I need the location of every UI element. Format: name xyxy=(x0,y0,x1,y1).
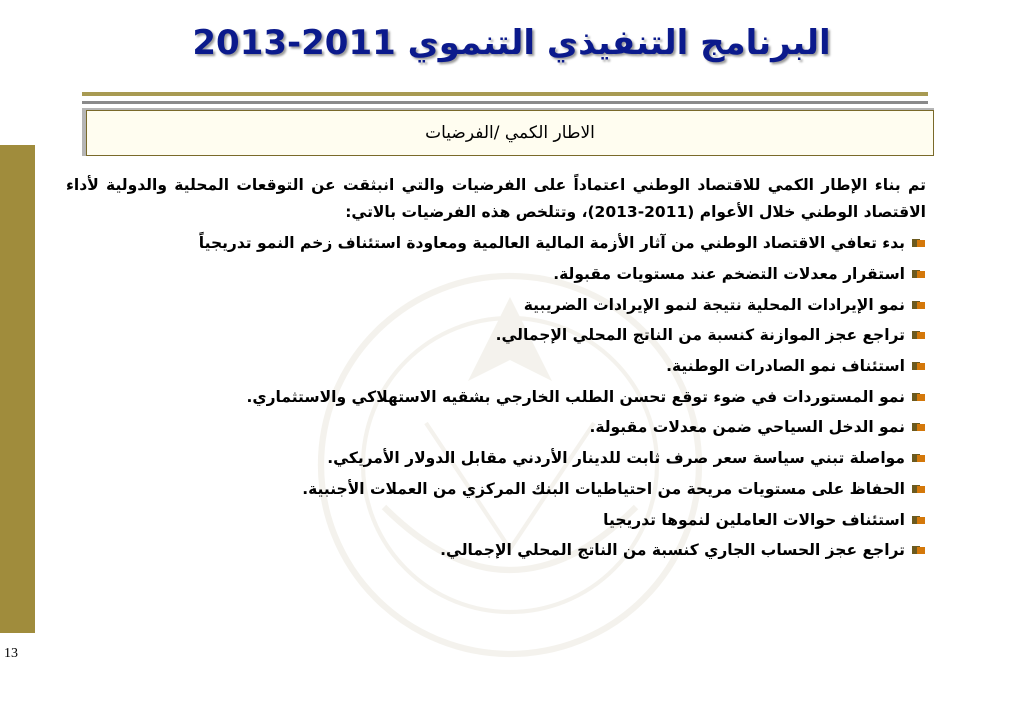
subtitle-box: الاطار الكمي /الفرضيات xyxy=(86,110,934,156)
list-item xyxy=(66,381,926,412)
page-number: 13 xyxy=(4,646,18,661)
square-bullet-icon xyxy=(912,269,926,279)
list-item xyxy=(66,412,926,443)
square-bullet-icon xyxy=(912,392,926,402)
intro-paragraph: تم بناء الإطار الكمي للاقتصاد الوطني اعتماداً على الفرضيات والتي انبثقت عن التوقعات المحلية والدولية لأداء الاقتصاد الوطني خلال الأعوام (2011-2013)، وتتلخص هذه الفرضيات بالاتي: xyxy=(66,176,926,221)
list-item xyxy=(66,535,926,566)
list-item xyxy=(66,474,926,505)
square-bullet-icon xyxy=(912,545,926,555)
square-bullet-icon xyxy=(912,453,926,463)
list-item-text: نمو الدخل السياحي ضمن معدلات مقبولة. xyxy=(589,418,905,437)
list-item xyxy=(66,289,926,320)
list-item xyxy=(66,504,926,535)
list-item-text: نمو الإيرادات المحلية نتيجة لنمو الإيرادات الضريبية xyxy=(523,295,905,314)
list-item-text: الحفاظ على مستويات مريحة من احتياطيات البنك المركزي من العملات الأجنبية. xyxy=(302,479,905,498)
list-item-text: استقرار معدلات التضخم عند مستويات مقبولة. xyxy=(553,265,905,284)
title-rule-gold xyxy=(82,92,928,96)
slide-title: البرنامج التنفيذي التنموي 2011-2013 xyxy=(192,23,831,63)
square-bullet-icon xyxy=(912,330,926,340)
list-item xyxy=(66,228,926,259)
square-bullet-icon xyxy=(912,515,926,525)
list-item-text: تراجع عجز الحساب الجاري كنسبة من الناتج المحلي الإجمالي. xyxy=(440,541,905,560)
list-item xyxy=(66,443,926,474)
square-bullet-icon xyxy=(912,300,926,310)
list-item xyxy=(66,259,926,290)
list-item-text: استئناف نمو الصادرات الوطنية. xyxy=(666,357,905,376)
assumptions-list xyxy=(66,228,926,566)
list-item-text: استئناف حوالات العاملين لنموها تدريجيا xyxy=(603,510,905,529)
list-item-text: مواصلة تبني سياسة سعر صرف ثابت للدينار الأردني مقابل الدولار الأمريكي. xyxy=(327,449,905,468)
square-bullet-icon xyxy=(912,361,926,371)
square-bullet-icon xyxy=(912,484,926,494)
slide-content xyxy=(66,172,926,566)
list-item-text: بدء تعافي الاقتصاد الوطني من آثار الأزمة المالية العالمية ومعاودة استئناف زخم النمو تدريجياً xyxy=(198,234,905,253)
list-item xyxy=(66,320,926,351)
square-bullet-icon xyxy=(912,422,926,432)
list-item xyxy=(66,351,926,382)
left-accent-bar xyxy=(0,145,35,633)
title-rule-grey xyxy=(82,101,928,104)
square-bullet-icon xyxy=(912,238,926,248)
list-item-text: تراجع عجز الموازنة كنسبة من الناتج المحلي الإجمالي. xyxy=(495,326,905,345)
list-item-text: نمو المستوردات في ضوء توقع تحسن الطلب الخارجي بشقيه الاستهلاكي والاستثماري. xyxy=(246,387,905,406)
